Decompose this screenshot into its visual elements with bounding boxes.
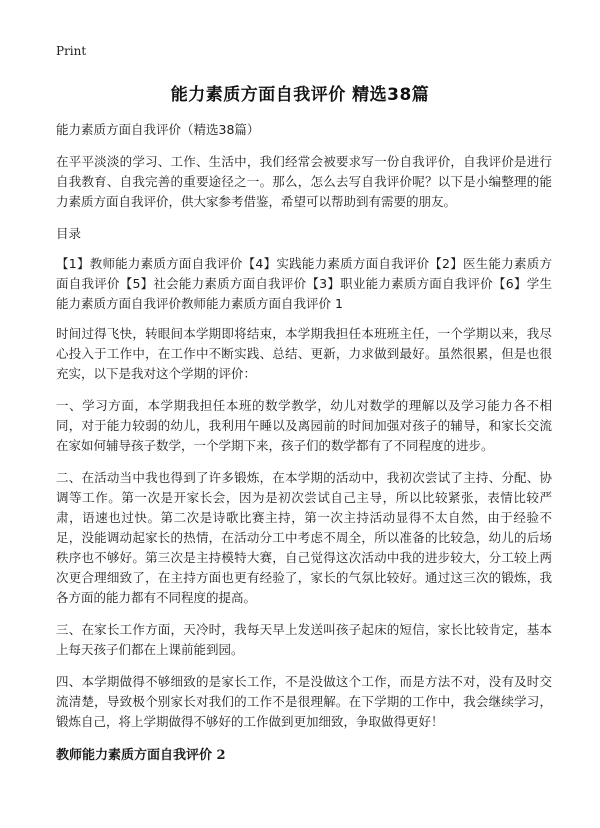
body-paragraph: 一、学习方面，本学期我担任本班的数学教学，幼儿对数学的理解以及学习能力各不相同，对于能力较弱的幼儿，我利用午睡以及离园前的时间加强对孩子的辅导，和家长交流在家如何辅导孩子数学，一个学期下来，孩子们的数学都有了不同程度的进步。 [56, 398, 552, 453]
print-link[interactable]: Print [56, 44, 87, 58]
document-body [56, 120, 552, 766]
toc-list: 【1】教师能力素质方面自我评价【4】实践能力素质方面自我评价【2】医生能力素质方面自我评价【5】社会能力素质方面自我评价【3】职业能力素质方面自我评价【6】学生能力素质方面自我评价教师能力素质方面自我评价 1 [56, 256, 552, 311]
document-subtitle: 能力素质方面自我评价（精选38篇） [56, 122, 260, 137]
body-paragraph: 时间过得飞快，转眼间本学期即将结束，本学期我担任本班班主任，一个学期以来，我尽心投入于工作中，在工作中不断实践、总结、更新，力求做到最好。虽然很累，但是也很充实，以下是我对这个学期的评价： [56, 326, 552, 381]
body-paragraph: 三、在家长工作方面，天冷时，我每天早上发送叫孩子起床的短信，家长比较肯定，基本上每天孩子们都在上课前能到园。 [56, 622, 552, 657]
page-title: 能力素质方面自我评价 精选38篇 [170, 85, 430, 105]
body-paragraph: 二、在活动当中我也得到了许多锻炼，在本学期的活动中，我初次尝试了主持、分配、协调等工作。第一次是开家长会，因为是初次尝试自己主导，所以比较紧张，表情比较严肃，语速也过快。第二次是诗歌比赛主持，第一次主持活动显得不太自然，由于经验不足，没能调动起家长的热情，在活动分工中考虑不周全，所以准备的比较急，幼儿的后场秩序也不够好。第三次是主持模特大赛，自己觉得这次活动中我的进步较大，分工较上两次更合理细致了，在主持方面也更有经验了，家长的气氛比较好。通过这三次的锻炼，我各方面的能力都有不同程度的提高。 [56, 470, 552, 605]
toc-heading: 目录 [56, 226, 82, 241]
section-heading: 教师能力素质方面自我评价 2 [56, 748, 226, 763]
intro-paragraph: 在平平淡淡的学习、工作、生活中，我们经常会被要求写一份自我评价，自我评价是进行自我教育、自我完善的重要途径之一。那么，怎么去写自我评价呢？以下是小编整理的能力素质方面自我评价，供大家参考借鉴，希望可以帮助到有需要的朋友。 [56, 154, 552, 209]
body-paragraph: 四、本学期做得不够细致的是家长工作，不是没做这个工作，而是方法不对，没有及时交流清楚，导致极个别家长对我们的工作不是很理解。在下学期的工作中，我会继续学习，锻炼自己，将上学期做得不够好的工作做到更加细致，争取做得更好！ [56, 674, 552, 729]
